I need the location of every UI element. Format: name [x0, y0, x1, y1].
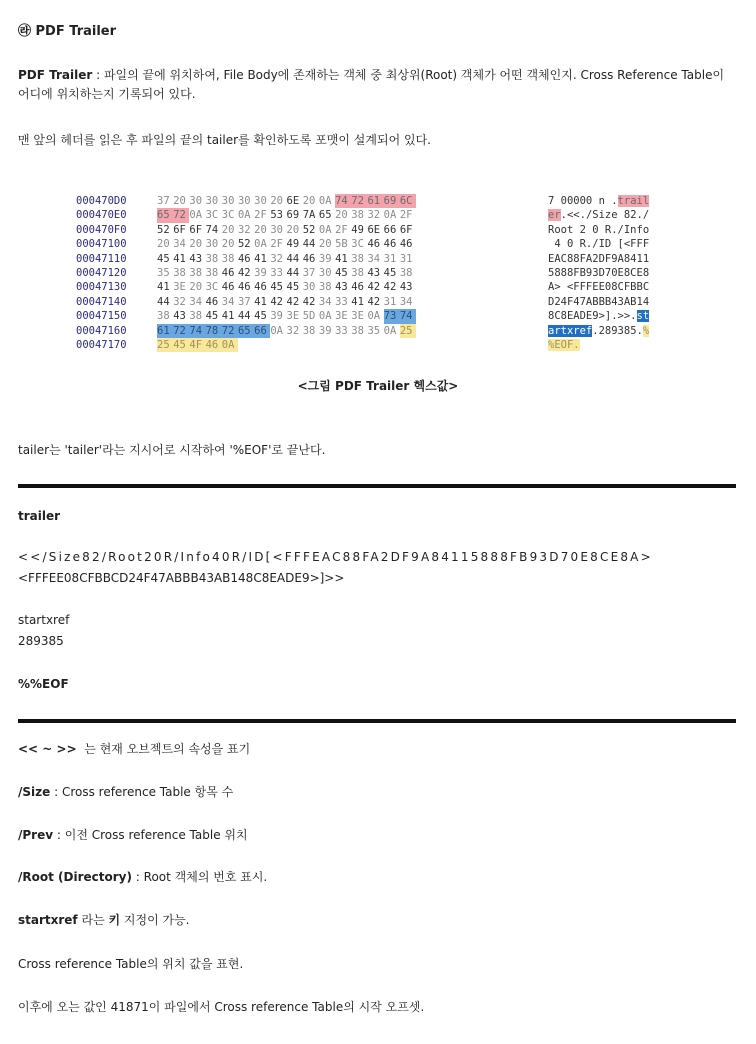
hex-byte: 41: [157, 281, 170, 294]
hex-byte: 38: [205, 252, 219, 265]
hex-byte: 0A: [254, 238, 267, 251]
definition-term-key: 키: [108, 913, 121, 927]
hex-byte: 38: [173, 266, 186, 279]
hex-byte: 2F: [254, 209, 267, 222]
divider-bottom: [18, 719, 736, 723]
hex-byte: 72: [222, 324, 238, 338]
hex-byte: 65: [238, 324, 254, 338]
hex-byte: 0A: [318, 223, 332, 236]
hex-byte: 45: [270, 281, 283, 294]
hex-byte: 30: [205, 238, 219, 251]
hex-byte: 65: [318, 209, 332, 222]
hex-byte: 34: [318, 295, 332, 308]
definition-separator: 라는: [77, 913, 109, 927]
hex-byte: 38: [351, 209, 364, 222]
hex-row: [76, 280, 686, 294]
hex-byte: 0A: [318, 195, 332, 207]
hex-byte: 0A: [189, 209, 203, 222]
hex-bytes: [157, 208, 416, 222]
hex-byte: 32: [270, 252, 283, 265]
hex-byte: 5D: [302, 310, 316, 323]
hex-byte: 37: [302, 266, 316, 279]
definition-term: /Prev: [18, 828, 54, 842]
hex-byte: 0A: [270, 324, 283, 337]
hex-byte: 33: [335, 324, 348, 337]
hex-ascii: A> <FFFEE08CFBBC: [548, 281, 650, 294]
hex-bytes: [157, 223, 416, 237]
hex-byte: 38: [399, 266, 413, 279]
hex-byte: 35: [157, 266, 170, 279]
hex-byte: 46: [383, 238, 397, 251]
hex-byte: 30: [189, 195, 203, 207]
hex-byte: 46: [237, 281, 251, 294]
hex-row: [76, 324, 686, 338]
hex-offset: 00047120: [76, 266, 127, 279]
hex-byte: 32: [286, 324, 300, 337]
hex-byte: 46: [351, 281, 364, 294]
hex-bytes: [157, 309, 416, 323]
hex-bytes: [157, 266, 416, 280]
hex-byte: 3E: [286, 310, 300, 323]
hex-byte: 2F: [270, 238, 283, 251]
hex-byte: 37: [237, 295, 251, 308]
hex-bytes: [157, 194, 416, 208]
hex-byte: 20: [173, 195, 186, 207]
hex-byte: 39: [270, 310, 283, 323]
hex-byte: 44: [286, 252, 300, 265]
definition-term: /Root (Directory): [18, 870, 132, 884]
hex-byte: 42: [367, 281, 381, 294]
hex-bytes: [157, 324, 416, 338]
hex-byte: 42: [383, 281, 397, 294]
hex-byte: 49: [286, 238, 300, 251]
hex-offset: 00047170: [76, 338, 127, 351]
hex-byte: 20: [189, 281, 203, 294]
hex-byte: 42: [237, 266, 251, 279]
hex-byte: 46: [367, 238, 381, 251]
hex-bytes: [157, 280, 416, 294]
section-heading: ㉱ PDF Trailer: [18, 24, 117, 39]
hex-byte: 38: [351, 324, 364, 337]
hex-byte: 52: [302, 223, 316, 236]
hex-byte: 44: [302, 238, 316, 251]
hex-byte: 6F: [189, 223, 203, 236]
hex-byte: 43: [367, 266, 381, 279]
hex-byte: 6C: [400, 194, 416, 208]
hex-byte: 30: [221, 195, 235, 207]
hex-byte: 41: [221, 310, 235, 323]
hex-byte: 32: [367, 209, 381, 222]
hex-byte: 41: [254, 295, 267, 308]
intro-separator: :: [92, 68, 104, 82]
intro-text: 파일의 끝에 위치하여, File Body에 존재하는 객체 중 최상위(Root) 객체가 어떤 객체인지. Cross Reference Table이 어디에 위치하는지 기록되어 있다.: [18, 68, 725, 101]
definition-separator: :: [131, 870, 144, 884]
hex-row: [76, 338, 686, 352]
hex-byte: 45: [335, 266, 348, 279]
hex-byte: 52: [157, 223, 170, 236]
definition-term: << ~ >>: [18, 742, 77, 756]
hex-byte: 46: [205, 295, 219, 308]
hex-offset: 000470F0: [76, 223, 127, 236]
hex-byte: 66: [383, 223, 397, 236]
hex-ascii: EAC88FA2DF9A8411: [548, 252, 650, 265]
hex-byte: 52: [237, 238, 251, 251]
hex-byte: 34: [221, 295, 235, 308]
hex-byte: 32: [237, 223, 251, 236]
definition-text: 는 현재 오브젝트의 속성을 표기: [84, 742, 251, 756]
definition-separator: :: [53, 828, 65, 842]
hex-byte: 31: [399, 252, 413, 265]
hex-byte: 5B: [335, 238, 348, 251]
hex-ascii: %EOF.: [548, 338, 580, 351]
hex-byte: 0A: [383, 324, 397, 337]
hex-byte: 46: [302, 252, 316, 265]
hex-bytes: [157, 295, 416, 309]
hex-byte: 30: [302, 281, 316, 294]
hex-byte: 20: [157, 238, 170, 251]
hex-byte: 43: [173, 310, 186, 323]
hex-byte: 34: [367, 252, 381, 265]
trailer-dictionary-line1: <</Size82/Root20R/Info40R/ID[<FFFEAC88FA2DF9A84115888FB93D70E8CE8A>: [18, 550, 653, 564]
hex-byte: 0A: [367, 310, 381, 323]
hex-ascii: 5888FB93D70E8CE8: [548, 266, 650, 279]
trailer-structure-paragraph: tailer는 'tailer'라는 지시어로 시작하여 '%EOF'로 끝난다.: [18, 443, 326, 457]
hex-byte: 46: [206, 338, 222, 352]
hex-byte: 25: [400, 324, 416, 338]
hex-byte: 30: [237, 195, 251, 207]
hex-byte: 46: [221, 281, 235, 294]
hex-byte: 20: [318, 238, 332, 251]
hex-byte: 25: [157, 338, 173, 352]
hex-row: [76, 252, 686, 266]
definition-item: [18, 783, 736, 802]
hex-dump-figure: [76, 194, 686, 352]
hex-byte: 0A: [383, 209, 397, 222]
hex-byte: 20: [270, 195, 283, 207]
hex-row: [76, 295, 686, 309]
hex-byte: 43: [189, 252, 203, 265]
definition-text: 지정이 가능.: [120, 913, 190, 927]
hex-byte: 74: [400, 309, 416, 323]
hex-byte: 6F: [399, 223, 413, 236]
startxref-label: startxref: [18, 613, 70, 627]
hex-row: [76, 194, 686, 208]
hex-byte: 43: [335, 281, 348, 294]
hex-byte: 20: [286, 223, 300, 236]
definition-separator: :: [50, 785, 62, 799]
hex-ascii: 8C8EADE9>].>>.st: [548, 310, 650, 323]
hex-byte: 20: [335, 209, 348, 222]
hex-byte: 42: [367, 295, 381, 308]
hex-byte: 45: [383, 266, 397, 279]
hex-byte: 78: [206, 324, 222, 338]
hex-byte: 20: [254, 223, 267, 236]
hex-byte: 30: [270, 223, 283, 236]
hex-byte: 30: [318, 266, 332, 279]
definition-term: startxref: [18, 913, 78, 927]
hex-offset: 00047150: [76, 310, 127, 323]
hex-byte: 41: [335, 252, 348, 265]
hex-byte: 20: [221, 223, 235, 236]
figure-caption: <그림 PDF Trailer 헥스값>: [297, 379, 459, 393]
hex-byte: 20: [221, 238, 235, 251]
hex-byte: 3E: [351, 310, 364, 323]
hex-byte: 45: [254, 310, 267, 323]
hex-byte: 53: [270, 209, 283, 222]
divider-top: [18, 484, 736, 488]
startxref-value: 289385: [18, 634, 64, 648]
hex-byte: 74: [189, 324, 205, 338]
definition-item: [18, 911, 736, 930]
hex-byte: 49: [351, 223, 364, 236]
trailer-keyword: trailer: [18, 509, 61, 523]
hex-byte: 46: [221, 266, 235, 279]
eof-marker: %%EOF: [18, 677, 69, 691]
hex-byte: 32: [173, 295, 186, 308]
hex-byte: 45: [286, 281, 300, 294]
hex-byte: 38: [318, 281, 332, 294]
hex-ascii: artxref.289385.%: [548, 324, 650, 337]
hex-byte: 42: [286, 295, 300, 308]
hex-byte: 42: [270, 295, 283, 308]
hex-byte: 2F: [399, 209, 413, 222]
hex-byte: 43: [399, 281, 413, 294]
hex-byte: 72: [351, 194, 367, 208]
hex-ascii: D24F47ABBB43AB14: [548, 295, 650, 308]
hex-byte: 3C: [205, 209, 219, 222]
hex-bytes: [157, 237, 416, 251]
header-note-paragraph: 맨 앞의 헤더를 읽은 후 파일의 끝의 tailer를 확인하도록 포맷이 설계되어 있다.: [18, 133, 431, 147]
hex-byte: 74: [205, 223, 219, 236]
hex-byte: 38: [189, 310, 203, 323]
hex-byte: 30: [205, 195, 219, 207]
definition-text: Cross reference Table 항목 수: [61, 785, 234, 799]
hex-byte: 3C: [205, 281, 219, 294]
hex-row: [76, 266, 686, 280]
hex-ascii: Root 2 0 R./Info: [548, 223, 650, 236]
definition-term: /Size: [18, 785, 51, 799]
hex-byte: 20: [302, 195, 316, 207]
hex-offset: 000470E0: [76, 209, 127, 222]
hex-byte: 45: [173, 338, 189, 352]
intro-term: PDF Trailer: [18, 68, 93, 82]
hex-byte: 31: [383, 252, 397, 265]
definition-item: [18, 868, 736, 887]
hex-row: [76, 208, 686, 222]
hex-byte: 69: [384, 194, 400, 208]
hex-byte: 38: [205, 266, 219, 279]
hex-offset: 00047130: [76, 281, 127, 294]
hex-byte: 39: [254, 266, 267, 279]
hex-byte: 66: [254, 324, 270, 338]
hex-offset: 00047160: [76, 324, 127, 337]
hex-byte: 35: [367, 324, 381, 337]
hex-byte: 38: [189, 266, 203, 279]
xref-value-paragraph: Cross reference Table의 위치 값을 표현.: [18, 957, 244, 971]
hex-byte: 30: [254, 195, 267, 207]
hex-byte: 39: [318, 252, 332, 265]
hex-byte: 41: [173, 252, 186, 265]
hex-byte: 72: [173, 208, 189, 222]
hex-byte: 46: [399, 238, 413, 251]
hex-ascii: 4 0 R./ID [<FFF: [548, 238, 650, 251]
intro-paragraph: [18, 66, 736, 104]
hex-offset: 000470D0: [76, 195, 127, 207]
hex-byte: 42: [302, 295, 316, 308]
hex-byte: 44: [286, 266, 300, 279]
hex-bytes: [157, 338, 238, 352]
definition-text: 이전 Cross reference Table 위치: [64, 828, 248, 842]
hex-byte: 74: [335, 194, 351, 208]
hex-byte: 45: [157, 252, 170, 265]
hex-byte: 34: [173, 238, 186, 251]
hex-offset: 00047100: [76, 238, 127, 251]
hex-byte: 38: [157, 310, 170, 323]
hex-byte: 0A: [318, 310, 332, 323]
hex-offset: 00047110: [76, 252, 127, 265]
hex-byte: 65: [157, 208, 173, 222]
hex-ascii: 7 00000 n .trail: [548, 195, 650, 207]
hex-byte: 6E: [286, 195, 300, 207]
hex-byte: 37: [157, 195, 170, 207]
xref-offset-paragraph: 이후에 오는 값인 41871이 파일에서 Cross reference Table의 시작 오프셋.: [18, 1000, 425, 1014]
hex-byte: 7A: [302, 209, 316, 222]
hex-byte: 46: [237, 252, 251, 265]
hex-byte: 44: [237, 310, 251, 323]
hex-byte: 61: [157, 324, 173, 338]
hex-byte: 61: [367, 194, 383, 208]
hex-byte: 3C: [221, 209, 235, 222]
hex-byte: 6F: [173, 223, 186, 236]
hex-ascii: er.<<./Size 82./: [548, 209, 650, 222]
hex-byte: 73: [384, 309, 400, 323]
hex-byte: 44: [157, 295, 170, 308]
definition-item: [18, 826, 736, 845]
hex-byte: 0A: [237, 209, 251, 222]
hex-byte: 2F: [335, 223, 348, 236]
hex-byte: 46: [254, 281, 267, 294]
hex-byte: 4F: [189, 338, 205, 352]
hex-byte: 72: [173, 324, 189, 338]
hex-byte: 41: [351, 295, 364, 308]
hex-byte: 34: [399, 295, 413, 308]
hex-byte: 33: [270, 266, 283, 279]
hex-byte: 0A: [222, 338, 238, 352]
hex-row: [76, 237, 686, 251]
definition-item: [18, 740, 736, 759]
hex-row: [76, 223, 686, 237]
hex-byte: 31: [383, 295, 397, 308]
hex-row: [76, 309, 686, 323]
trailer-dictionary-line2: <FFFEE08CFBBCD24F47ABBB43AB148C8EADE9>]>>: [18, 571, 345, 585]
hex-byte: 3C: [351, 238, 364, 251]
hex-byte: 33: [335, 295, 348, 308]
hex-byte: 38: [351, 252, 364, 265]
hex-byte: 38: [351, 266, 364, 279]
hex-byte: 34: [189, 295, 203, 308]
hex-byte: 38: [221, 252, 235, 265]
hex-bytes: [157, 252, 416, 266]
hex-byte: 6E: [367, 223, 381, 236]
hex-byte: 3E: [335, 310, 348, 323]
hex-byte: 41: [254, 252, 267, 265]
hex-byte: 39: [318, 324, 332, 337]
hex-byte: 45: [205, 310, 219, 323]
hex-byte: 20: [189, 238, 203, 251]
definition-text: Root 객체의 번호 표시.: [143, 870, 268, 884]
hex-byte: 3E: [173, 281, 186, 294]
hex-byte: 69: [286, 209, 300, 222]
hex-byte: 38: [302, 324, 316, 337]
hex-offset: 00047140: [76, 295, 127, 308]
